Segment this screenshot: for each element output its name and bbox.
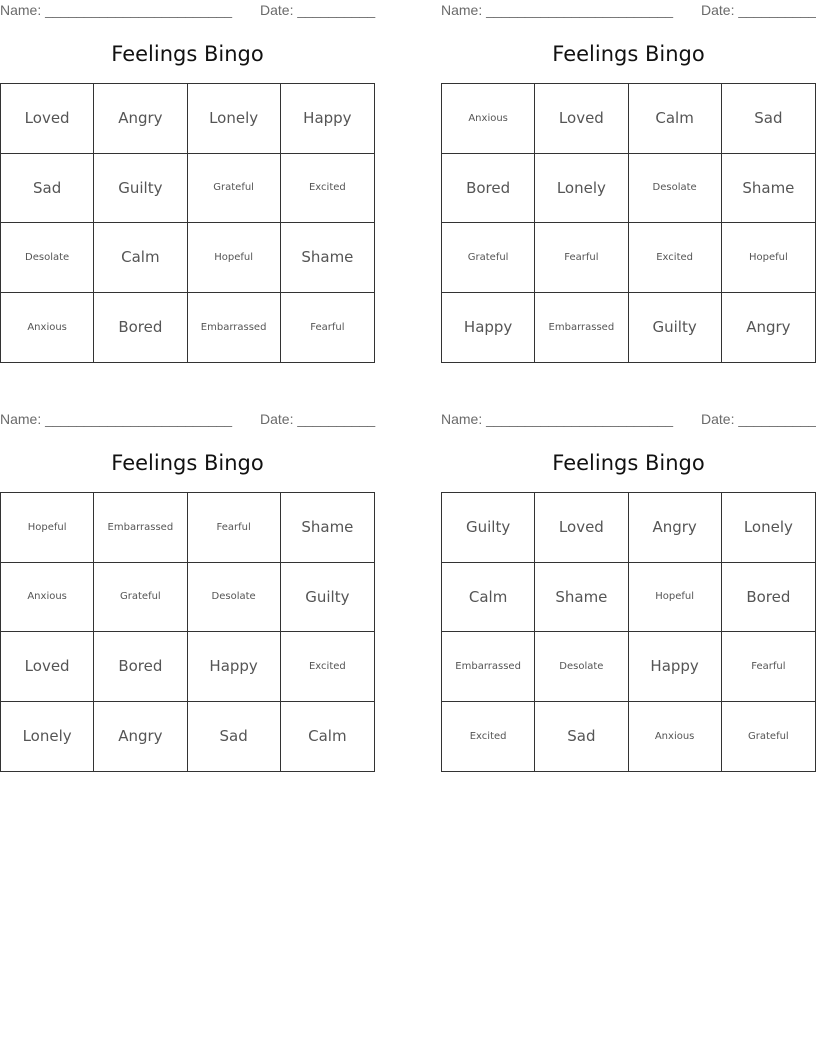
bingo-cell: Sad bbox=[188, 702, 281, 772]
bingo-card-3 bbox=[0, 409, 375, 781]
bingo-cell: Shame bbox=[535, 563, 628, 633]
bingo-cell: Shame bbox=[722, 154, 815, 224]
bingo-cell: Happy bbox=[188, 632, 281, 702]
bingo-cell: Calm bbox=[308, 727, 347, 746]
bingo-cell: Desolate bbox=[629, 154, 722, 224]
card-header bbox=[441, 409, 816, 431]
bingo-cell: Angry bbox=[746, 318, 791, 337]
card-header bbox=[0, 409, 375, 431]
bingo-cell: Happy bbox=[281, 84, 374, 154]
bingo-cell: Lonely bbox=[188, 84, 281, 154]
bingo-cell: Sad bbox=[535, 702, 628, 772]
bingo-cell: Embarrassed bbox=[442, 632, 535, 702]
bingo-cell: Bored bbox=[94, 632, 187, 702]
bingo-cell: Guilty bbox=[442, 493, 535, 563]
bingo-cell: Bored bbox=[722, 563, 815, 633]
bingo-cell: Shame bbox=[281, 493, 374, 563]
bingo-cell: Grateful bbox=[442, 223, 535, 293]
card-title: Feelings Bingo bbox=[552, 451, 705, 475]
bingo-cell: Lonely bbox=[1, 702, 94, 772]
date-field-label: Date: __________ bbox=[260, 2, 376, 18]
bingo-card-1 bbox=[0, 0, 375, 372]
date-field-label: Date: __________ bbox=[701, 411, 816, 427]
bingo-cell: Excited bbox=[281, 154, 374, 224]
bingo-cell: Embarrassed bbox=[535, 293, 628, 363]
bingo-grid bbox=[0, 83, 375, 363]
bingo-cell: Lonely bbox=[722, 493, 815, 563]
bingo-cell: Guilty bbox=[281, 563, 374, 633]
bingo-grid bbox=[441, 492, 816, 772]
bingo-cell: Angry bbox=[94, 84, 187, 154]
bingo-cell: Calm bbox=[442, 563, 535, 633]
card-title: Feelings Bingo bbox=[552, 42, 705, 66]
bingo-cell: Calm bbox=[629, 84, 722, 154]
bingo-cell: Fearful bbox=[188, 493, 281, 563]
bingo-cell: Sad bbox=[1, 154, 94, 224]
date-field-label: Date: __________ bbox=[701, 2, 816, 18]
bingo-cell: Shame bbox=[281, 223, 374, 293]
bingo-cell: Loved bbox=[1, 84, 94, 154]
bingo-cell: Angry bbox=[629, 493, 722, 563]
bingo-cell: Loved bbox=[535, 493, 628, 563]
bingo-cell: Hopeful bbox=[1, 493, 94, 563]
bingo-cell: Loved bbox=[535, 84, 628, 154]
bingo-card-2 bbox=[441, 0, 816, 372]
bingo-grid bbox=[441, 83, 816, 363]
bingo-cell: Desolate bbox=[188, 563, 281, 633]
bingo-cell: Grateful bbox=[188, 154, 281, 224]
name-field-label: Name: ________________________ bbox=[441, 411, 673, 427]
card-header bbox=[0, 0, 375, 22]
bingo-cell: Guilty bbox=[94, 154, 187, 224]
bingo-cell: Hopeful bbox=[722, 223, 815, 293]
bingo-cell: Bored bbox=[94, 293, 187, 363]
bingo-cell: Embarrassed bbox=[94, 493, 187, 563]
bingo-cell: Desolate bbox=[535, 632, 628, 702]
bingo-cell: Hopeful bbox=[188, 223, 281, 293]
bingo-cell: Fearful bbox=[722, 632, 815, 702]
bingo-cell: Happy bbox=[442, 293, 535, 363]
bingo-cell: Hopeful bbox=[629, 563, 722, 633]
bingo-cell: Grateful bbox=[94, 563, 187, 633]
bingo-cell: Excited bbox=[442, 702, 535, 772]
bingo-cell: Anxious bbox=[1, 563, 94, 633]
bingo-grid bbox=[0, 492, 375, 772]
bingo-cell: Anxious bbox=[1, 293, 94, 363]
card-header bbox=[441, 0, 816, 22]
bingo-cell: Anxious bbox=[442, 84, 535, 154]
bingo-cell: Angry bbox=[94, 702, 187, 772]
bingo-card-4 bbox=[441, 409, 816, 781]
bingo-cell: Lonely bbox=[535, 154, 628, 224]
bingo-cell: Sad bbox=[722, 84, 815, 154]
bingo-cell: Anxious bbox=[629, 702, 722, 772]
bingo-cell: Grateful bbox=[748, 730, 789, 742]
bingo-cell: Excited bbox=[281, 632, 374, 702]
bingo-cell: Guilty bbox=[629, 293, 722, 363]
bingo-cell: Bored bbox=[442, 154, 535, 224]
name-field-label: Name: ________________________ bbox=[0, 411, 232, 427]
card-title: Feelings Bingo bbox=[111, 451, 264, 475]
name-field-label: Name: ________________________ bbox=[441, 2, 673, 18]
card-title: Feelings Bingo bbox=[111, 42, 264, 66]
date-field-label: Date: __________ bbox=[260, 411, 376, 427]
bingo-cell: Fearful bbox=[535, 223, 628, 293]
bingo-cell: Excited bbox=[629, 223, 722, 293]
name-field-label: Name: ________________________ bbox=[0, 2, 232, 18]
bingo-cell: Calm bbox=[94, 223, 187, 293]
bingo-cell: Loved bbox=[1, 632, 94, 702]
bingo-cell: Happy bbox=[629, 632, 722, 702]
bingo-cell: Desolate bbox=[1, 223, 94, 293]
bingo-cell: Embarrassed bbox=[188, 293, 281, 363]
bingo-cell: Fearful bbox=[310, 321, 345, 333]
